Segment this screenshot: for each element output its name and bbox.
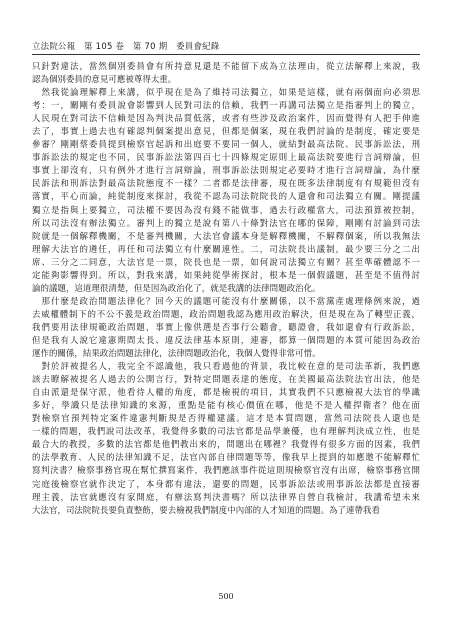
text-line: 定能夠影響得到。所以，對我來講，如果純從學術探討，根本是一個假議題，甚至是不值得討: [32, 269, 420, 280]
text-line: 席、三分之二同意，大法官是一票，院長也是一票，如何說司法獨立有關？甚至準確體認不一: [32, 256, 420, 267]
text-line: 那什麼是政治問題法律化？回今天的議題可能沒有什麼關係，以不當黨產處理條例來說，過: [32, 295, 420, 306]
text-line: 完庭後檢察官就作決定了，本身都有違法，還要的問題，民事訴訟法或刑事訴訟法都是直接審: [32, 478, 420, 489]
text-line: 論的議題，這道理很清楚，但是因為政治化了，就是我講的法律問題政治化。: [32, 282, 321, 293]
text-line: 事實上卻沒有，只有例外才進行言詞辯論，刑事訴訟法則規定必要時才進行言詞辯論，為什麼: [32, 165, 420, 176]
text-line: 運作的關係，結果政治問題法律化，法律問題政治化，我個人覺得非常可惜。: [32, 348, 321, 359]
header-divider: [32, 54, 420, 55]
text-line: 只針對違法，當然個別委員會有所持意見還是不能留下成為立法理由，從立法解釋上來說，我: [32, 61, 420, 71]
page-number: 500: [218, 592, 234, 601]
text-line: 自由派還是保守派，他看待人權的角度，都是檢視的項目，其實我們不只應檢視大法官的學識: [32, 387, 420, 398]
page-header: 立法院公報 第 105 卷 第 70 期 委員會紀錄: [32, 41, 220, 51]
text-line: 認為個別委員的意見可應被尊得太重。: [32, 74, 177, 85]
text-line: 事訴訟法的規定也不同，民事訴訟法第四百七十四條規定原則上最高法院要進行言詞辯論，但: [32, 152, 420, 163]
text-line: 落實，平心而論，純從制度來探討，我從不認為司法院院長的人還會和司法獨立有關。剛提議: [32, 191, 420, 202]
text-line: 對於評被提名人，我完全不認識他，我只看過他的背景，我比較在意的是司法革新，我們應: [32, 361, 420, 372]
text-line: 一樣的問題，我們說司法改革，我覺得多數的司法官都是品學兼優，也有理解判決成立性，也是: [32, 426, 420, 437]
text-line: 理主義，法官就應沒有家開庭，有辦法寫判決書嗎？所以法律界自營自我檢討，我講希望未來: [32, 491, 420, 502]
text-line: 寫判決書？檢察事務官現在幫忙撰寫案件，我們應該事件從這則規檢察官沒有出席，檢察事務官開: [32, 465, 420, 476]
text-line: 人民現在對司法不信賴是因為判決品質低落，或者有些涉及政治案件，因而覺得有人把手伸進: [32, 113, 420, 124]
text-line: 大法官，司法院院長要負責整飭，要去檢視我們制度中內部的人才知道的問題。為了連帶我看: [32, 504, 380, 515]
text-line: 所以司法沒有辦法獨立。審判上的獨立是說有第八十條對法官在哪的保障，剛剛有討論到司法: [32, 217, 420, 228]
text-line: 對檢察官預判特定案件違憲判斷規是否得權建議。這才是本質問題，當然司法院長人還也是: [32, 413, 420, 424]
text-line: 最合大的教授，多數的法官都是他們教出來的，問題出在哪裡？我覺得有很多方面的因素，我們: [32, 439, 420, 450]
body-text: [32, 60, 420, 517]
text-line: 我們要用法律規範政治問題，事實上像供選是否事行公聽會，聽證會，我如還會有行政訴訟，: [32, 321, 420, 332]
text-line: 考：一，關剛有委員說會影響到人民對司法的信賴，我們一再講司法獨立是指審判上的獨立，: [32, 100, 420, 111]
text-line: 但是我有人說它違憲期間太長、違反法律基本原則，連審，都算一個問題的本質可能因為政治: [32, 334, 420, 345]
text-line: 院就是一個解釋機關，不是審判機關，大法官會議本身是解釋機關，不解釋個案，所以我無法: [32, 230, 420, 241]
text-line: 民訴法和刑訴法對最高法院態度不一樣？二者都是法律審，現在既多法律制度有有規範但沒有: [32, 178, 420, 189]
text-line: 理解大法官的遴任，再任和司法獨立有什麼關連性。二，司法院長出議制，最少要三分之二出: [32, 243, 420, 254]
text-line: 去了，事實上過去也有確認判個案提出意見，但都是個案，現在我們討論的是制度，確定要是: [32, 126, 420, 137]
text-line: 的法學教育、人民的法律知識不足，法官內部自律問題等等，像我早上提到的如應邀不能解釋忙: [32, 452, 420, 463]
text-line: 該去瞭解被提名人過去的公開言行，對特定問題表達的態度，在美國最高法院法官出法，他是: [32, 374, 420, 385]
text-line: 然我從論理解釋上來講，似乎現在是為了維持司法獨立，如果是這樣，就有兩個面向必須思: [32, 87, 420, 98]
text-line: 參審？剛剛蔡委員提到檢察官起訴和出庭要不要同一個人，就結對最高法院、民事訴訟法，刑: [32, 139, 420, 150]
text-line: 多好，學識只是法律知識的來源，重點是能有核心價值在哪，他是不是人權捍衛者？他在面: [32, 400, 420, 411]
text-line: 去威權體制下的不公不義是政治問題，政治問題我認為應用政治解決，但是現在為了轉型正義，: [32, 308, 420, 319]
text-line: 獨立是指與上要獨立，司法權不要因為沒有錢不能做事，過去行政權當大，司法預算被控制，: [32, 204, 420, 215]
